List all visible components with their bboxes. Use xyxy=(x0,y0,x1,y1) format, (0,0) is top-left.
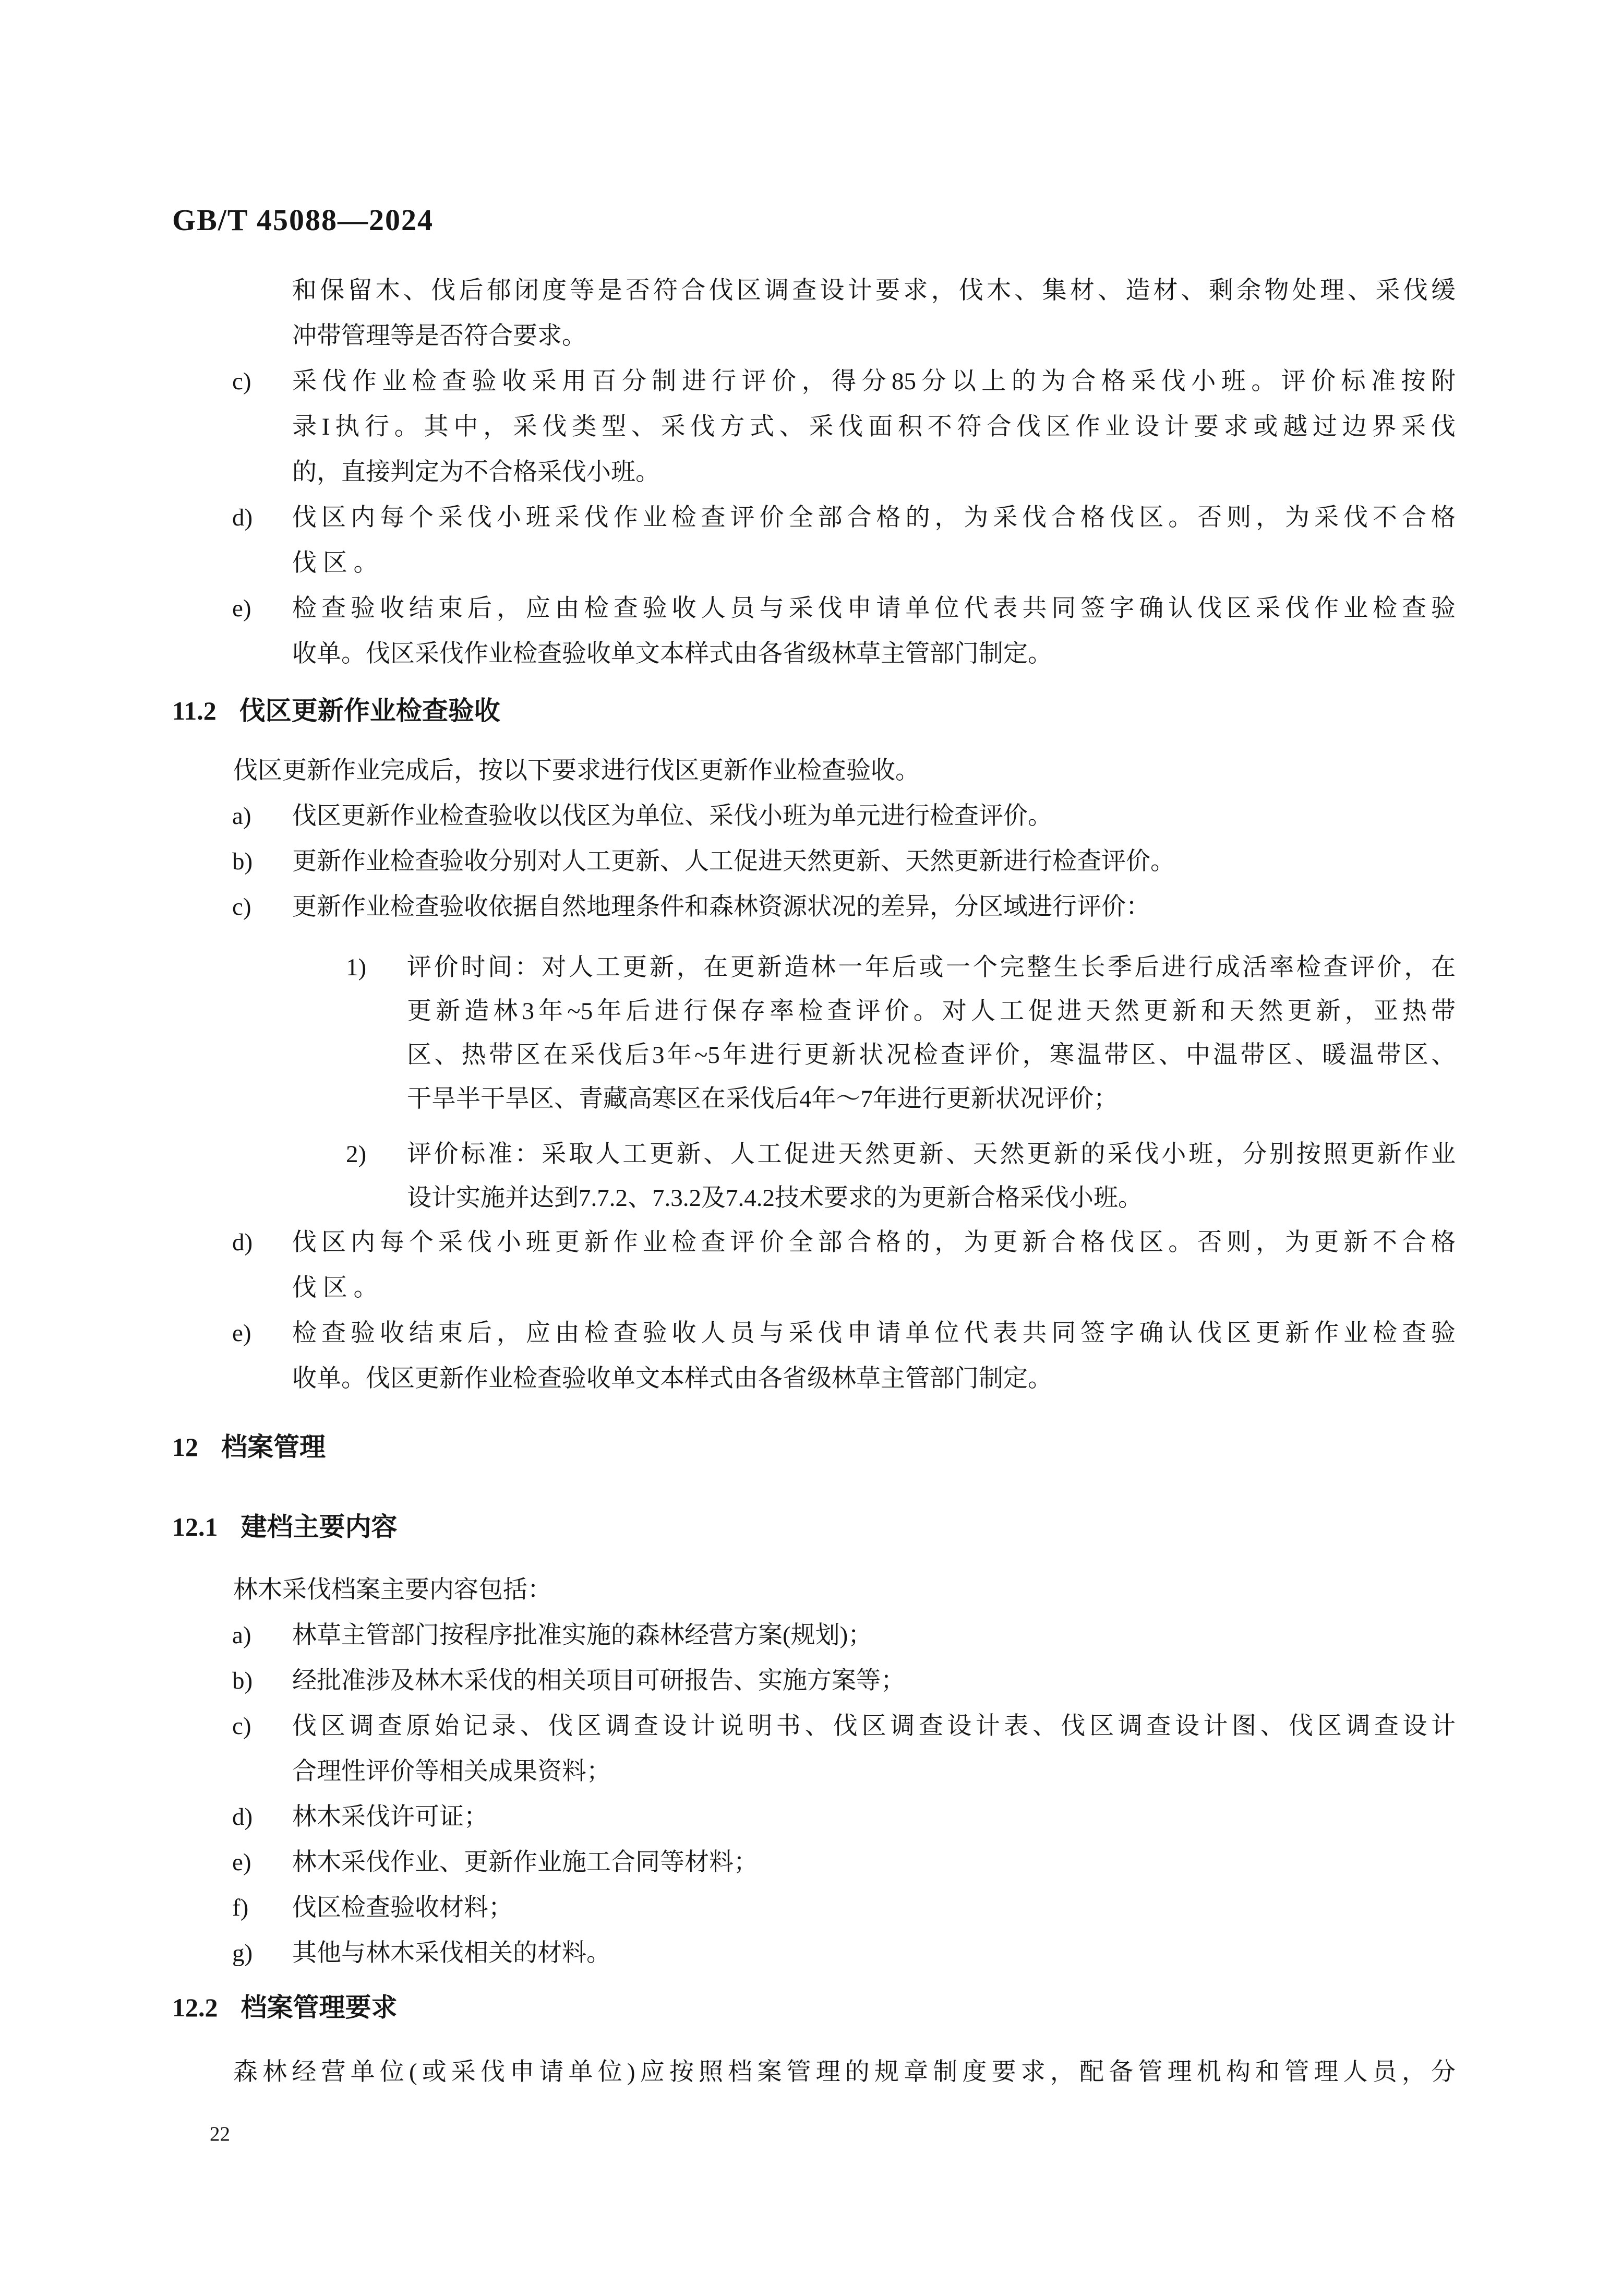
text-line: 林木采伐作业、更新作业施工合同等材料； xyxy=(292,1849,758,1876)
section-title: 档案管理 xyxy=(221,1432,326,1462)
text-line: 设计实施并达到7.7.2、7.3.2及7.4.2技术要求的为更新合格采伐小班。 xyxy=(407,1185,1143,1212)
text-line: 伐区调查原始记录、伐区调查设计说明书、伐区调查设计表、伐区调查设计图、伐区调查设计 xyxy=(292,1713,1456,1740)
list-item-label: c) xyxy=(232,893,251,920)
sub-list-item-label: 2) xyxy=(346,1141,367,1168)
list-item-e2 xyxy=(172,1311,1456,1402)
list-item-body xyxy=(292,1840,1456,1885)
list-item-body xyxy=(292,1885,1456,1931)
text-line: 合理性评价等相关成果资料； xyxy=(292,1758,611,1785)
text-line: 和保留木、伐后郁闭度等是否符合伐区调查设计要求，伐木、集材、造材、剩余物处理、采伐缓 xyxy=(292,277,1456,304)
text-line: 伐 区 。 xyxy=(292,549,378,577)
list-item-body xyxy=(292,884,1456,930)
list-item-label: b) xyxy=(232,848,253,875)
list-item-label: g) xyxy=(232,1940,253,1967)
list-item-label: a) xyxy=(232,1622,251,1649)
text-line: 经批准涉及林木采伐的相关项目可研报告、实施方案等； xyxy=(292,1667,905,1694)
section-heading-11-2 xyxy=(172,688,1456,734)
section-heading-12-1 xyxy=(172,1504,1456,1550)
text-line: 更新造林3年~5年后进行保存率检查评价。对人工促进天然更新和天然更新，亚热带 xyxy=(407,998,1456,1025)
paragraph xyxy=(172,2050,1456,2095)
list-item-body xyxy=(292,1311,1456,1402)
list-item-body xyxy=(292,1704,1456,1795)
section-number: 12.2 xyxy=(172,1993,218,2022)
text-line: 更新作业检查验收依据自然地理条件和森林资源状况的差异，分区域进行评价： xyxy=(292,893,1150,920)
section-number: 12.1 xyxy=(172,1512,218,1541)
section-heading-12 xyxy=(172,1425,1456,1470)
sub-list-item-label: 1) xyxy=(346,954,367,981)
list-item-e xyxy=(172,586,1456,677)
list-item-c xyxy=(172,359,1456,495)
text-line: 冲带管理等是否符合要求。 xyxy=(292,322,586,350)
list-item-b3 xyxy=(172,1658,1456,1704)
list-item-label: a) xyxy=(232,803,251,830)
list-item-e3 xyxy=(172,1840,1456,1885)
section-title: 伐区更新作业检查验收 xyxy=(239,696,500,725)
page-body xyxy=(172,268,1456,2095)
section-heading-12-2 xyxy=(172,1985,1456,2030)
section-number: 11.2 xyxy=(172,696,217,725)
section-title: 档案管理要求 xyxy=(241,1993,398,2022)
paragraph-continuation xyxy=(172,268,1456,359)
list-item-label: d) xyxy=(232,1229,253,1256)
list-item-body xyxy=(292,839,1456,884)
list-item-label: d) xyxy=(232,1803,253,1831)
list-item-d xyxy=(172,495,1456,586)
text-line: 伐 区 。 xyxy=(292,1274,378,1301)
paragraph xyxy=(172,1568,1456,1613)
text-line: 其他与林木采伐相关的材料。 xyxy=(292,1940,611,1967)
list-item-a xyxy=(172,794,1456,839)
text-line: 伐区更新作业检查验收以伐区为单位、采伐小班为单元进行检查评价。 xyxy=(292,803,1052,830)
list-item-f xyxy=(172,1885,1456,1931)
text-line: 更新作业检查验收分别对人工更新、人工促进天然更新、天然更新进行检查评价。 xyxy=(292,848,1175,875)
list-item-label: b) xyxy=(232,1667,253,1694)
list-item-body xyxy=(292,1795,1456,1840)
sub-list-item-1 xyxy=(172,946,1456,1121)
page-number: 22 xyxy=(210,2123,230,2145)
list-item-d3 xyxy=(172,1795,1456,1840)
text-line: 的，直接判定为不合格采伐小班。 xyxy=(292,459,660,486)
list-item-label: e) xyxy=(232,1849,251,1876)
list-item-label: c) xyxy=(232,1713,251,1740)
list-item-a3 xyxy=(172,1613,1456,1658)
list-item-c2 xyxy=(172,884,1456,930)
list-item-label: e) xyxy=(232,595,251,622)
list-item-body xyxy=(292,1220,1456,1311)
text-line: 林木采伐档案主要内容包括： xyxy=(233,1576,552,1604)
list-item-label: e) xyxy=(232,1320,251,1347)
list-item-label: c) xyxy=(232,368,251,395)
text-line: 评价标准：采取人工更新、人工促进天然更新、天然更新的采伐小班，分别按照更新作业 xyxy=(407,1141,1456,1168)
text-line: 林草主管部门按程序批准实施的森林经营方案(规划)； xyxy=(292,1622,873,1649)
text-line: 伐区检查验收材料； xyxy=(292,1894,513,1921)
sub-list-item-body xyxy=(407,946,1456,1121)
list-item-body xyxy=(292,495,1456,586)
list-item-c3 xyxy=(172,1704,1456,1795)
list-item-body xyxy=(292,1931,1456,1976)
list-item-body xyxy=(292,1658,1456,1704)
list-item-d2 xyxy=(172,1220,1456,1311)
sub-list-item-2 xyxy=(172,1132,1456,1220)
text-line: 伐区更新作业完成后，按以下要求进行伐区更新作业检查验收。 xyxy=(233,757,920,784)
text-line: 伐区内每个采伐小班更新作业检查评价全部合格的，为更新合格伐区。否则，为更新不合格 xyxy=(292,1229,1456,1256)
list-item-body xyxy=(292,586,1456,677)
text-line: 林木采伐许可证； xyxy=(292,1803,488,1831)
doc-number: GB/T 45088—2024 xyxy=(172,203,434,237)
text-line: 评价时间：对人工更新，在更新造林一年后或一个完整生长季后进行成活率检查评价，在 xyxy=(407,954,1456,981)
text-line: 伐区内每个采伐小班采伐作业检查评价全部合格的，为采伐合格伐区。否则，为采伐不合格 xyxy=(292,504,1456,531)
list-item-body xyxy=(292,794,1456,839)
text-line: 检查验收结束后，应由检查验收人员与采伐申请单位代表共同签字确认伐区采伐作业检查验 xyxy=(292,595,1456,622)
paragraph xyxy=(172,748,1456,794)
text-line: 区、热带区在采伐后3年~5年进行更新状况检查评价，寒温带区、中温带区、暖温带区、 xyxy=(407,1042,1456,1069)
text-line: 录I执行。其中，采伐类型、采伐方式、采伐面积不符合伐区作业设计要求或越过边界采伐 xyxy=(292,413,1456,440)
text-line: 干旱半干旱区、青藏高寒区在采伐后4年～7年进行更新状况评价； xyxy=(407,1085,1118,1113)
list-item-label: d) xyxy=(232,504,253,531)
list-item-g xyxy=(172,1931,1456,1976)
sub-list-item-body xyxy=(407,1132,1456,1220)
text-line: 检查验收结束后，应由检查验收人员与采伐申请单位代表共同签字确认伐区更新作业检查验 xyxy=(292,1320,1456,1347)
section-number: 12 xyxy=(172,1432,198,1462)
text-line: 森林经营单位(或采伐申请单位)应按照档案管理的规章制度要求，配备管理机构和管理人员，分 xyxy=(233,2059,1456,2086)
text-line: 收单。伐区采伐作业检查验收单文本样式由各省级林草主管部门制定。 xyxy=(292,640,1052,667)
list-item-label: f) xyxy=(232,1894,249,1921)
text-line: 收单。伐区更新作业检查验收单文本样式由各省级林草主管部门制定。 xyxy=(292,1365,1052,1392)
text-line: 采伐作业检查验收采用百分制进行评价，得分85分以上的为合格采伐小班。评价标准按附 xyxy=(292,368,1456,395)
list-item-body xyxy=(292,359,1456,495)
list-item-b xyxy=(172,839,1456,884)
section-title: 建档主要内容 xyxy=(241,1512,398,1541)
list-item-body xyxy=(292,1613,1456,1658)
